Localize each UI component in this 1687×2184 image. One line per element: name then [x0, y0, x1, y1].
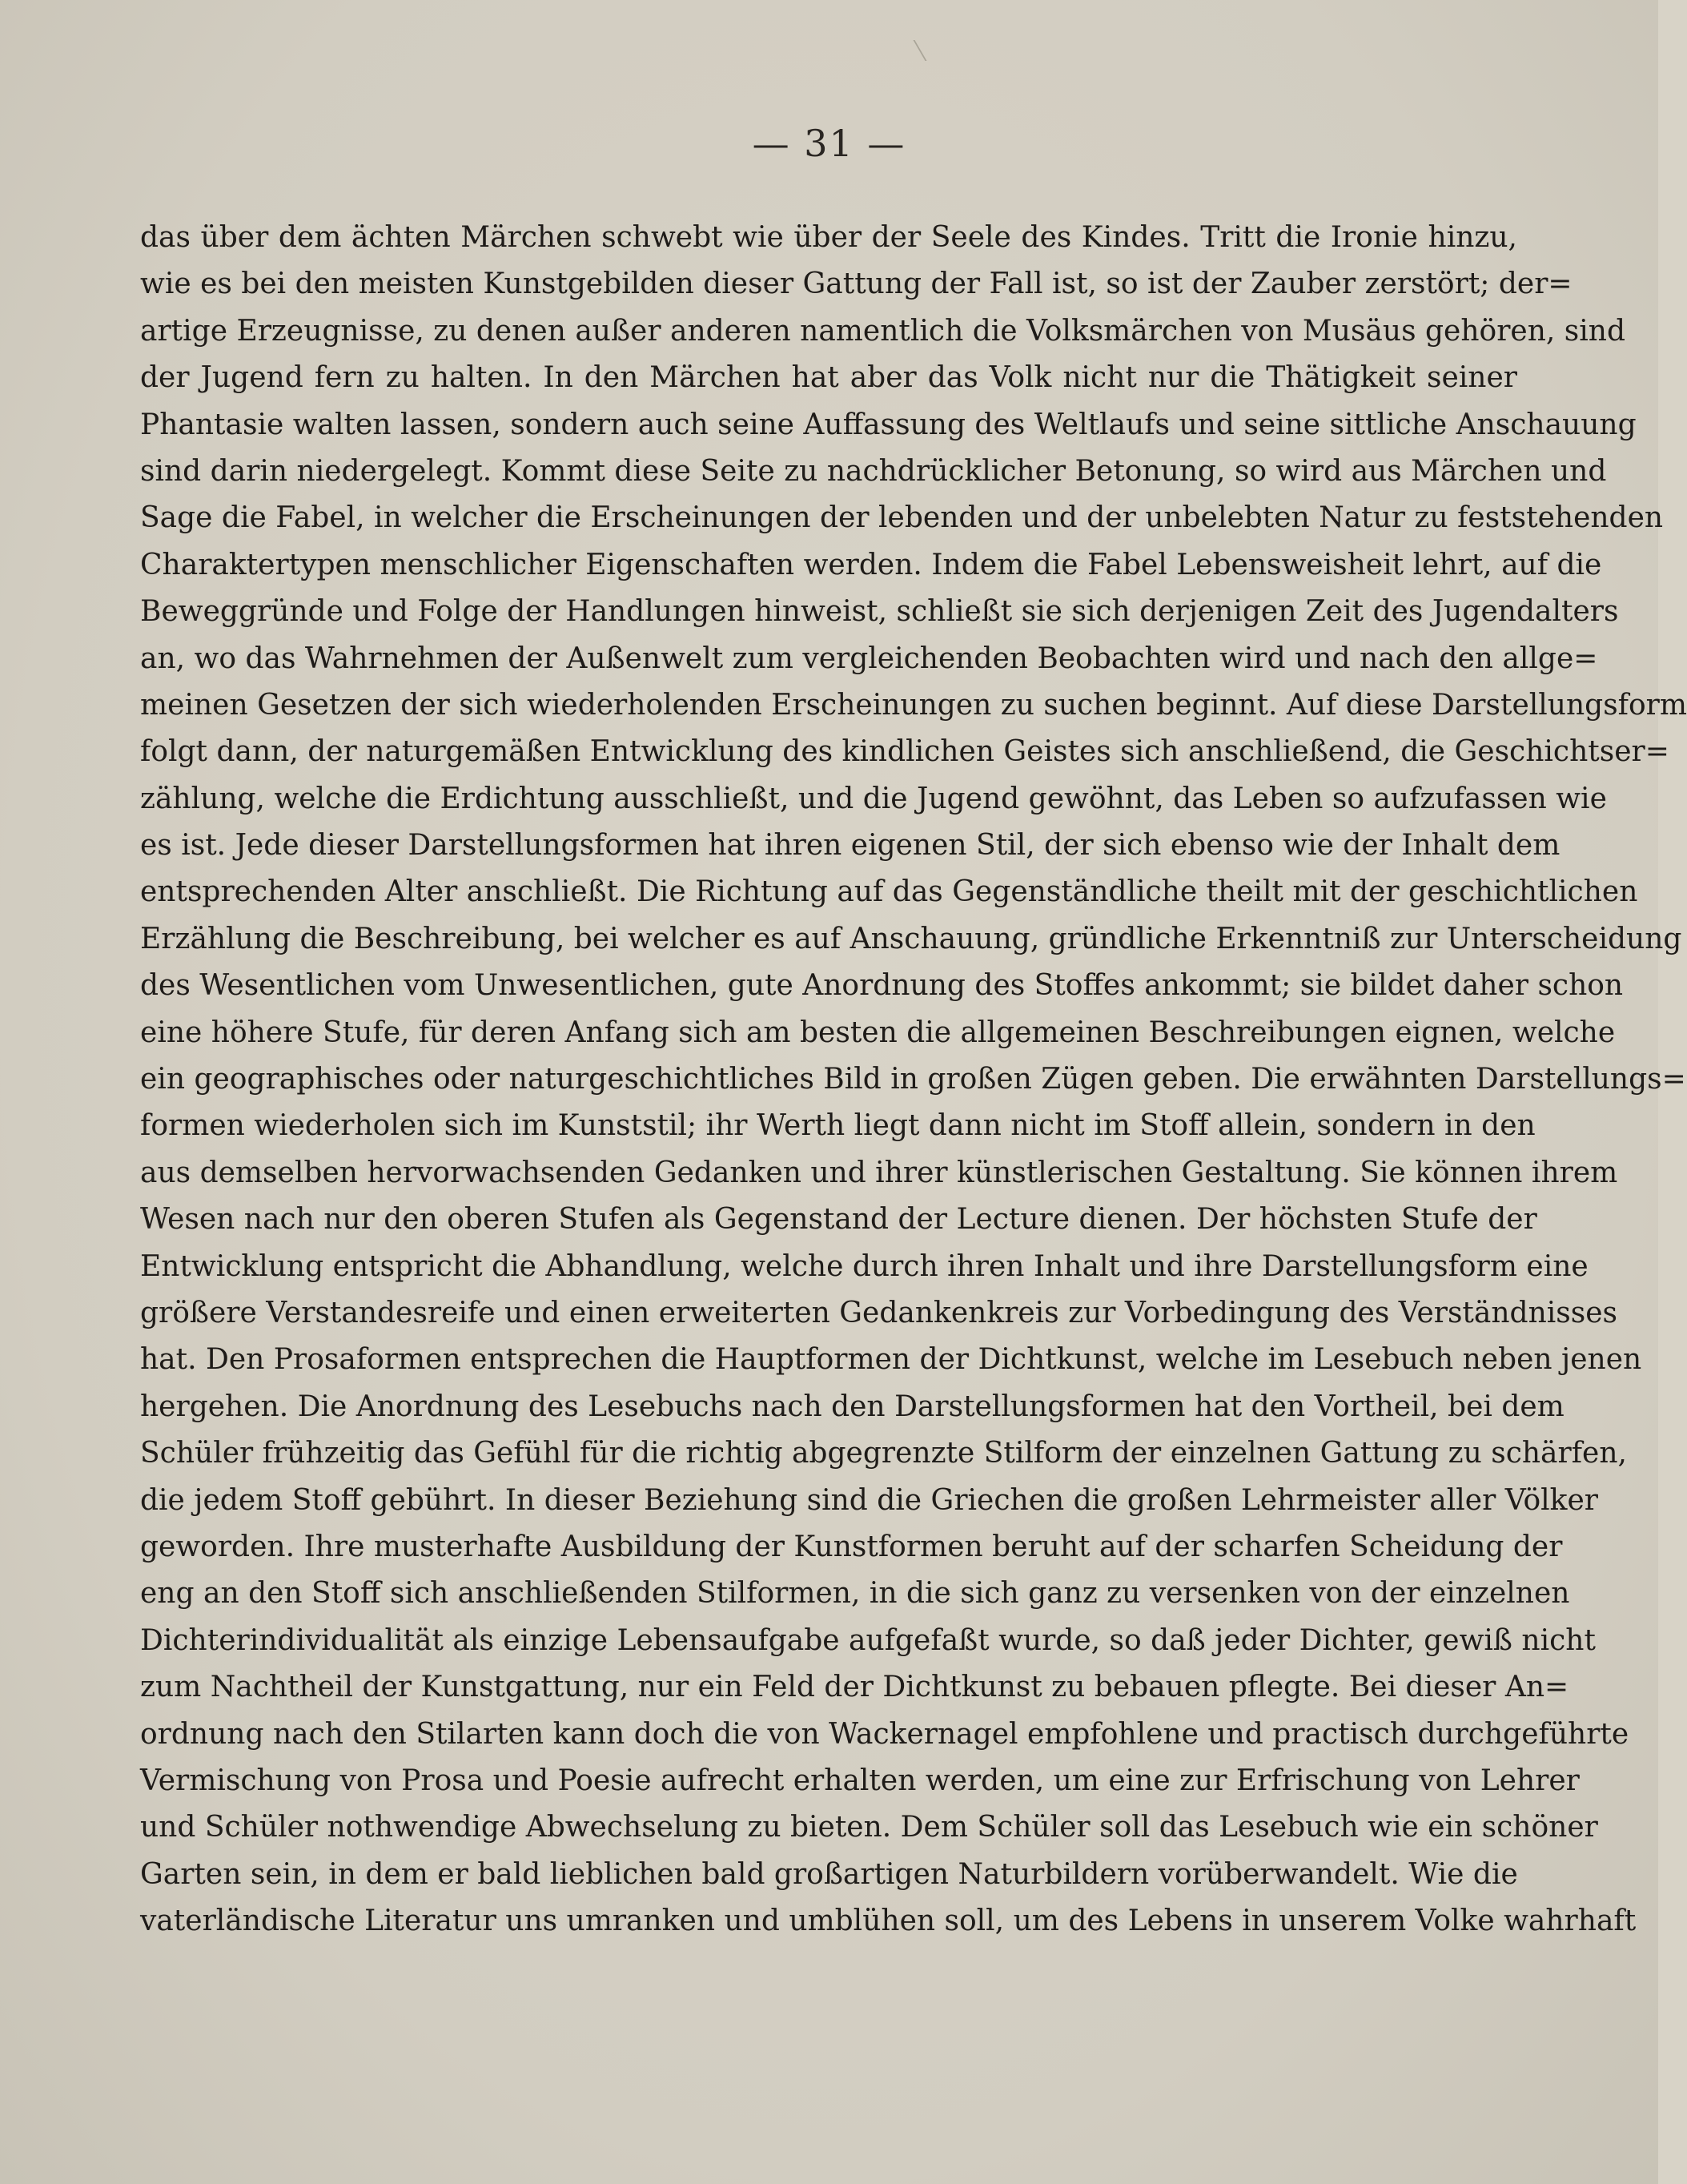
text-line: geworden. Ihre musterhafte Ausbildung der Kunstformen beruht auf der scharfen Scheidung der	[140, 1530, 1563, 1563]
text-line: an, wo das Wahrnehmen der Außenwelt zum vergleichenden Beobachten wird und nach den allge=	[140, 642, 1598, 675]
page-number: — 31 —	[752, 122, 906, 165]
text-line: eine höhere Stufe, für deren Anfang sich am besten die allgemeinen Beschreibungen eignen, welche	[140, 1016, 1616, 1049]
text-line: Beweggründe und Folge der Handlungen hinweist, schließt sie sich derjenigen Zeit des Jugendalters	[140, 595, 1619, 629]
text-line: die jedem Stoff gebührt. In dieser Beziehung sind die Griechen die großen Lehrmeister aller Völker	[140, 1483, 1598, 1517]
text-line: Garten sein, in dem er bald lieblichen bald großartigen Naturbildern vorüberwandelt. Wie die	[140, 1857, 1518, 1891]
paper-edge-mark	[913, 40, 938, 61]
text-line: artige Erzeugnisse, zu denen außer anderen namentlich die Volksmärchen von Musäus gehören, sind	[140, 314, 1626, 348]
text-line: größere Verstandesreife und einen erweiterten Gedankenkreis zur Vorbedingung des Verständnisses	[140, 1296, 1618, 1329]
text-line: Dichterindividualität als einzige Lebensaufgabe aufgefaßt wurde, so daß jeder Dichter, gewiß nicht	[140, 1623, 1596, 1657]
text-line: eng an den Stoff sich anschließenden Stilformen, in die sich ganz zu versenken von der einzelnen	[140, 1577, 1570, 1611]
text-line: hat. Den Prosaformen entsprechen die Hauptformen der Dichtkunst, welche im Lesebuch neben jenen	[140, 1343, 1642, 1377]
text-line: das über dem ächten Märchen schwebt wie über der Seele des Kindes. Tritt die Ironie hinzu,	[140, 221, 1517, 254]
text-line: aus demselben hervorwachsenden Gedanken und ihrer künstlerischen Gestaltung. Sie können ihrem	[140, 1156, 1618, 1189]
text-line: zählung, welche die Erdichtung ausschließt, und die Jugend gewöhnt, das Leben so aufzufassen wie	[140, 782, 1607, 815]
text-line: Erzählung die Beschreibung, bei welcher es auf Anschauung, gründliche Erkenntniß zur Unterscheidung	[140, 922, 1682, 955]
text-line: Schüler frühzeitig das Gefühl für die richtig abgegrenzte Stilform der einzelnen Gattung zu schärfen,	[140, 1437, 1627, 1470]
text-line: Sage die Fabel, in welcher die Erscheinungen der lebenden und der unbelebten Natur zu feststehenden	[140, 501, 1664, 535]
text-line: Entwicklung entspricht die Abhandlung, welche durch ihren Inhalt und ihre Darstellungsform eine	[140, 1249, 1589, 1283]
text-line: zum Nachtheil der Kunstgattung, nur ein Feld der Dichtkunst zu bebauen pflegte. Bei dieser An=	[140, 1671, 1569, 1704]
text-line: es ist. Jede dieser Darstellungsformen hat ihren eigenen Stil, der sich ebenso wie der Inhalt dem	[140, 829, 1560, 863]
text-line: Vermischung von Prosa und Poesie aufrecht erhalten werden, um eine zur Erfrischung von Lehrer	[140, 1764, 1580, 1797]
text-line: sind darin niedergelegt. Kommt diese Seite zu nachdrücklicher Betonung, so wird aus Märchen und	[140, 454, 1607, 488]
text-line: formen wiederholen sich im Kunststil; ihr Werth liegt dann nicht im Stoff allein, sondern in den	[140, 1109, 1536, 1143]
text-line: ordnung nach den Stilarten kann doch die von Wackernagel empfohlene und practisch durchgeführte	[140, 1717, 1629, 1751]
text-line: entsprechenden Alter anschließt. Die Richtung auf das Gegenständliche theilt mit der geschichtlichen	[140, 875, 1638, 909]
text-line: ein geographisches oder naturgeschichtliches Bild in großen Zügen geben. Die erwähnten Darstellungs=	[140, 1063, 1686, 1096]
text-line: und Schüler nothwendige Abwechselung zu bieten. Dem Schüler soll das Lesebuch wie ein schöner	[140, 1811, 1598, 1844]
body-text	[140, 215, 1687, 1945]
text-line: der Jugend fern zu halten. In den Märchen hat aber das Volk nicht nur die Thätigkeit seiner	[140, 361, 1517, 395]
text-line: hergehen. Die Anordnung des Lesebuchs nach den Darstellungsformen hat den Vortheil, bei dem	[140, 1390, 1564, 1423]
text-line: Wesen nach nur den oberen Stufen als Gegenstand der Lecture dienen. Der höchsten Stufe der	[140, 1203, 1537, 1237]
text-line: meinen Gesetzen der sich wiederholenden Erscheinungen zu suchen beginnt. Auf diese Darstellungsform	[140, 688, 1687, 722]
text-line: des Wesentlichen vom Unwesentlichen, gute Anordnung des Stoffes ankommt; sie bildet daher schon	[140, 969, 1624, 1003]
text-line: folgt dann, der naturgemäßen Entwicklung des kindlichen Geistes sich anschließend, die Geschichtser=	[140, 735, 1669, 769]
text-line: Phantasie walten lassen, sondern auch seine Auffassung des Weltlaufs und seine sittliche Anschauung	[140, 408, 1637, 441]
text-line: Charaktertypen menschlicher Eigenschaften werden. Indem die Fabel Lebensweisheit lehrt, auf die	[140, 548, 1602, 581]
text-line: vaterländische Literatur uns umranken und umblühen soll, um des Lebens in unserem Volke wahrhaft	[140, 1904, 1637, 1938]
text-line: wie es bei den meisten Kunstgebilden dieser Gattung der Fall ist, so ist der Zauber zerstört; der=	[140, 267, 1573, 301]
